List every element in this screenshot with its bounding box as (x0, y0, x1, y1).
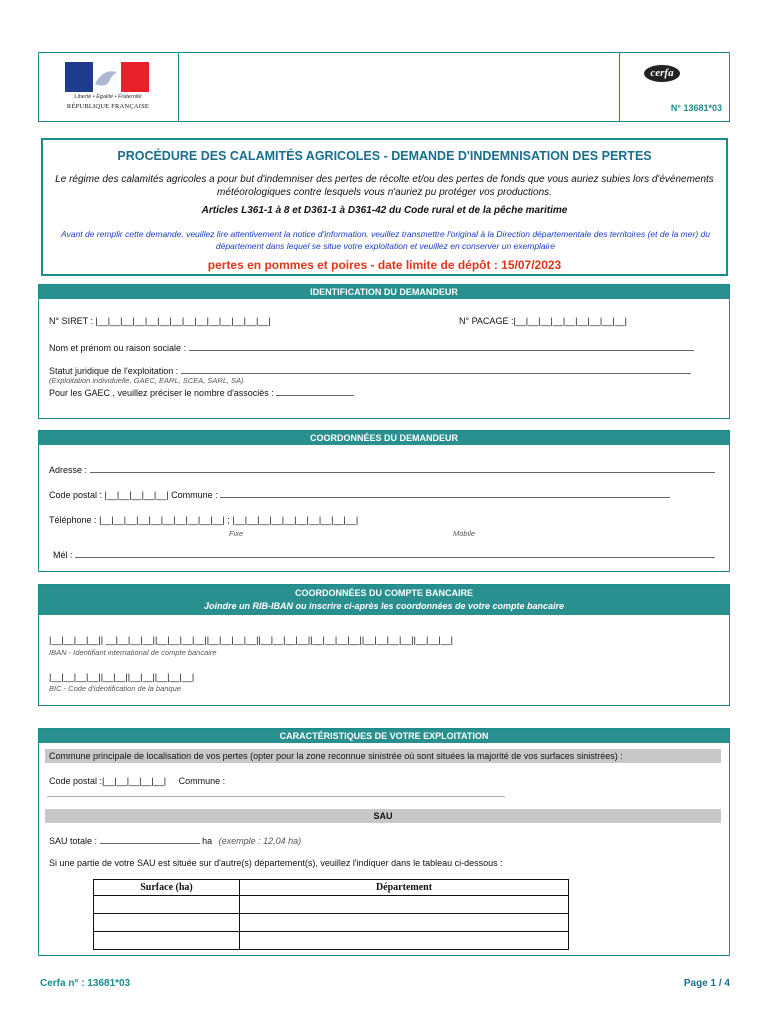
republic-name: RÉPUBLIQUE FRANÇAISE (66, 103, 150, 110)
pacage-field[interactable]: N° PACAGE :|__|__|__|__|__|__|__|__|__| (459, 316, 627, 326)
footer-page-number: Page 1 / 4 (683, 978, 730, 989)
coordinates-section (38, 430, 730, 572)
sau-label: SAU totale : (49, 836, 98, 846)
page-title: PROCÉDURE DES CALAMITÉS AGRICOLES - DEMANDE D'INDEMNISATION DES PERTES (117, 149, 652, 163)
iban-fields[interactable]: |__|__|__|__|| __|__|__|__||__|__|__|__||__|__|__|__||__|__|__|__||__|__|__|__||__|__|__|__||__|__|__| (49, 635, 454, 645)
republic-motto: Liberté • Égalité • Fraternité (74, 94, 142, 100)
department-cell[interactable] (240, 896, 569, 914)
siret-field[interactable]: N° SIRET : |__|__|__|__|__|__|__|__|__|__|__|__|__|__| (49, 316, 271, 326)
bank-subheading: Joindre un RIB-IBAN ou inscrire ci-après les coordonnées de votre compte bancaire (203, 601, 565, 611)
farm-section (38, 728, 730, 956)
address-label: Adresse : (49, 465, 88, 475)
section-heading: IDENTIFICATION DU DEMANDEUR (39, 285, 729, 299)
department-cell[interactable] (240, 914, 569, 932)
table-row (94, 932, 569, 950)
cerfa-logo: cerfa (644, 65, 680, 82)
mobile-hint: Mobile (453, 529, 476, 538)
section-heading (39, 585, 729, 615)
surface-cell[interactable] (94, 932, 240, 950)
postal-row (49, 489, 670, 500)
intro-text: Le régime des calamités agricoles a pour but d'indemniser des pertes de récolte et/ou des pertes de fonds que vous auriez subies lors d'événements météorologiques contre lesquels vous n'auriez pu protéger vos productions. (55, 174, 714, 198)
section-heading: COORDONNÉES DU DEMANDEUR (39, 431, 729, 445)
email-input[interactable] (75, 549, 715, 558)
form-number-cell (619, 53, 730, 121)
table-row (94, 914, 569, 932)
commune-input[interactable] (220, 489, 670, 498)
status-hint: (Exploitation individuelle, GAEC, EARL, SCEA, SARL, SA) (49, 376, 244, 385)
name-label: Nom et prénom ou raison sociale : (49, 343, 187, 353)
address-row (49, 464, 715, 475)
status-row (49, 365, 691, 376)
sau-row (49, 835, 301, 846)
marianne-logo (65, 62, 149, 92)
identification-section (38, 284, 730, 419)
title-box (41, 138, 728, 276)
phone-row (49, 515, 358, 525)
department-cell[interactable] (240, 932, 569, 950)
bank-heading: COORDONNÉES DU COMPTE BANCAIRE (294, 588, 473, 598)
name-row (49, 342, 694, 353)
form-number: N° 13681*03 (670, 103, 722, 113)
department-header: Département (240, 880, 569, 896)
section-heading: CARACTÉRISTIQUES DE VOTRE EXPLOITATION (39, 729, 729, 743)
sau-unit: ha (202, 836, 213, 846)
other-dept-text: Si une partie de votre SAU est située sur d'autre(s) département(s), veuillez l'indiquer dans le tableau ci-dessous : (49, 858, 503, 868)
logo-cell (39, 53, 179, 121)
sau-input[interactable] (100, 835, 200, 844)
surface-table (93, 879, 569, 950)
gaec-label: Pour les GAEC , veuillez préciser le nombre d'associés : (49, 388, 274, 398)
phone-fields[interactable]: |__|__|__|__|__|__|__|__|__|__| ; |__|__|__|__|__|__|__|__|__|__| (99, 515, 359, 525)
email-label: Mél : (53, 550, 73, 560)
gaec-input[interactable] (276, 387, 354, 396)
surface-header: Surface (ha) (94, 880, 240, 896)
gaec-row (49, 387, 354, 398)
footer-cerfa-number: Cerfa n° : 13681*03 (40, 978, 131, 989)
surface-cell[interactable] (94, 896, 240, 914)
email-row (53, 549, 715, 560)
iban-hint: IBAN - Identifiant international de compte bancaire (49, 648, 217, 657)
table-row (94, 896, 569, 914)
notice-text: Avant de remplir cette demande, veuillez lire attentivement la notice d'information. veuillez transmettre l'original à la Direction départementale des territoires (et de la mer) du département dans lequel se situe votre exploitation et veuillez en conserver un exemplaire (61, 229, 710, 251)
farm-commune-input[interactable] (47, 788, 505, 797)
surface-cell[interactable] (94, 914, 240, 932)
name-input[interactable] (189, 342, 694, 351)
commune-label: Commune : (171, 490, 218, 500)
farm-postal-row (49, 776, 225, 786)
bic-hint: BIC - Code d'identification de la banque (49, 684, 181, 693)
sau-example: (exemple : 12,04 ha) (218, 836, 302, 846)
deadline-text: pertes en pommes et poires - date limite de dépôt : 15/07/2023 (207, 258, 562, 272)
sau-heading: SAU (45, 809, 721, 823)
status-input[interactable] (181, 365, 691, 374)
address-input[interactable] (90, 464, 715, 473)
fixed-hint: Fixe (229, 529, 244, 538)
commune-question: Commune principale de localisation de vos pertes (opter pour la zone reconnue sinistrée où sont situées la majorité de vos surfaces sinistrées) : (45, 749, 721, 763)
bank-section (38, 584, 730, 706)
phone-label: Téléphone : (49, 515, 97, 525)
farm-commune-label: Commune : (178, 776, 226, 786)
legal-articles: Articles L361-1 à 8 et D361-1 à D361-42 du Code rural et de la pêche maritime (201, 205, 568, 216)
table-header-row (94, 880, 569, 896)
status-label: Statut juridique de l'exploitation : (49, 366, 179, 376)
bic-fields[interactable]: |__|__|__|__||__|__||__|__||__|__|__| (49, 672, 195, 682)
farm-postal-field[interactable]: Code postal :|__|__|__|__|__| (49, 776, 167, 786)
form-header (38, 52, 730, 122)
postal-field[interactable]: Code postal : |__|__|__|__|__| (49, 490, 169, 500)
